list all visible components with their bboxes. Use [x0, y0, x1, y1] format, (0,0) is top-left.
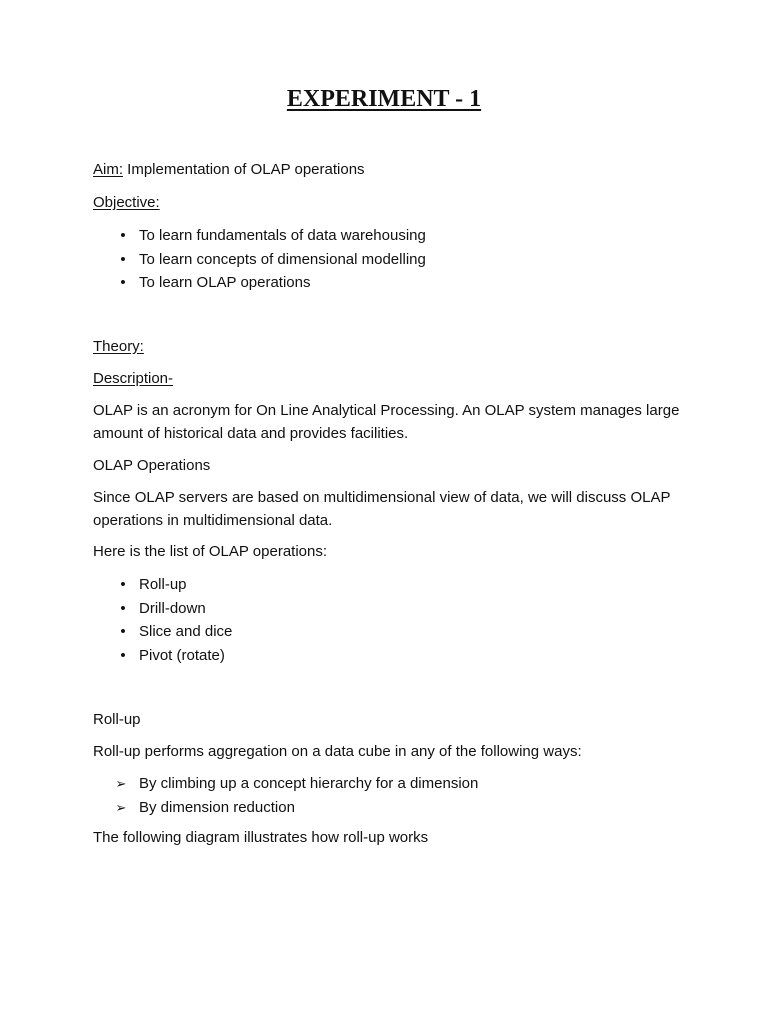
bullet-icon: • — [120, 599, 126, 617]
aim-text: Implementation of OLAP operations — [123, 161, 365, 178]
olap-list-intro: Here is the list of OLAP operations: — [93, 543, 328, 560]
rollup-closing: The following diagram illustrates how roll-up works — [93, 829, 429, 846]
bullet-icon: • — [120, 623, 126, 640]
theory-heading — [93, 335, 683, 358]
bullet-icon: • — [120, 274, 126, 291]
olap-operations-list — [93, 573, 683, 667]
description-label: Description- — [93, 370, 174, 387]
aim-line — [93, 158, 683, 181]
list-item: • To learn OLAP operations — [93, 271, 683, 295]
olap-operations-paragraph: Since OLAP servers are based on multidimensional view of data, we will discuss OLAP operations in multidimensional data. — [93, 489, 671, 529]
list-item: • Pivot (rotate) — [93, 644, 683, 668]
list-item: • Roll-up — [93, 573, 683, 597]
objective-heading — [93, 191, 683, 214]
bullet-icon: • — [120, 646, 126, 664]
objective-label: Objective: — [93, 194, 160, 211]
description-paragraph: OLAP is an acronym for On Line Analytical Processing. An OLAP system manages large amount of historical data and provides facilities. — [93, 402, 680, 442]
list-item: • Drill-down — [93, 597, 683, 621]
list-item: ➢ By climbing up a concept hierarchy for a dimension — [93, 772, 683, 796]
arrow-bullet-icon: ➢ — [115, 799, 127, 815]
bullet-icon: • — [120, 227, 126, 244]
arrow-bullet-icon: ➢ — [115, 776, 127, 791]
description-heading — [93, 367, 683, 390]
list-item: • To learn fundamentals of data warehousing — [93, 224, 683, 248]
list-item: • Slice and dice — [93, 620, 683, 644]
bullet-icon: • — [120, 250, 126, 268]
aim-label: Aim: — [93, 161, 123, 178]
list-item: • To learn concepts of dimensional modelling — [93, 248, 683, 272]
bullet-icon: • — [120, 576, 126, 593]
list-item: ➢ By dimension reduction — [93, 796, 683, 820]
rollup-heading: Roll-up — [93, 711, 141, 728]
rollup-paragraph: Roll-up performs aggregation on a data cube in any of the following ways: — [93, 743, 582, 760]
objective-list — [93, 224, 683, 295]
olap-operations-heading: OLAP Operations — [93, 457, 211, 474]
rollup-list — [93, 772, 683, 819]
theory-label: Theory: — [93, 338, 144, 355]
page-title: EXPERIMENT - 1 — [286, 86, 482, 112]
